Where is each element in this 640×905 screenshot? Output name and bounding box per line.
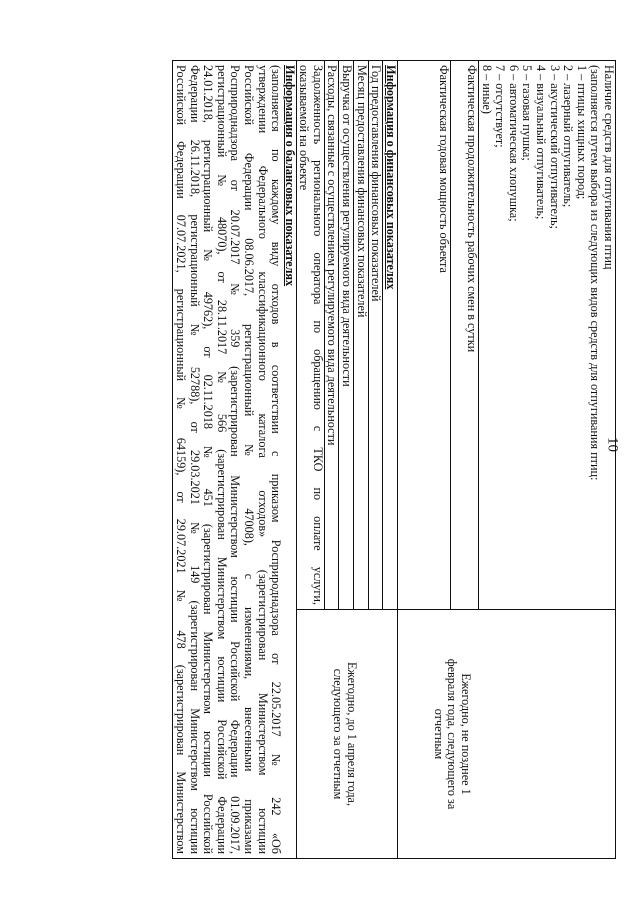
finance-row-label: Год предоставления финансовых показателей [369,65,384,302]
page-number: 10 [604,437,621,452]
capacity-deadline-line: Ежегодно, не позднее 1 [459,673,473,795]
indicators-table [172,60,616,859]
rotated-document-table [77,60,616,854]
finance-deadline-line: Ежегодно, до 1 апреля года, [344,661,359,807]
finance-row-cell [339,61,354,610]
finance-debt-line: оказываемой на объекте [297,65,312,191]
balance-line: Российской Федерации 07.07.2021, регистрационный № 64159), от 29.07.2021 № 478 (зарегистрирован Министерством [173,65,188,854]
balance-line: (заполняется по каждому виду отходов в соответствии с приказом Росприроднадзора от 22.05.2017 № 242 «Об [269,65,284,854]
balance-cell [173,61,296,859]
birds-option: 7 – отсутствует; [493,65,508,148]
balance-line: Российской Федерации 08.06.2017, регистрационный № 47008), с изменениями, внесенными приказами [241,65,256,854]
finance-row-label: Месяц предоставления финансовых показателей [354,65,369,318]
birds-title: Наличие средств для отпугивания птиц [602,65,616,270]
table-row [479,61,616,859]
balance-line: утверждении Федерального классификационного каталога отходов» (зарегистрирован Министерством юстиции [255,65,270,854]
shifts-cell [451,61,479,610]
finance-row-label: Расходы, связанные с осуществлением регулируемого вида деятельности [325,65,340,446]
birds-cell [479,61,616,610]
balance-line: Федерации 26.11.2018, регистрационный № 52788), от 29.03.2021 № 149 (зарегистрирован Министерством юстиции [187,65,202,854]
birds-option: 2 – лазерный отпугиватель; [561,65,576,208]
balance-heading: Информация о балансовых показателях [282,65,297,287]
birds-option: 6 – автоматическая хлопушка; [506,65,521,222]
balance-line: регистрационный № 48070), от 28.11.2017 № 566 (зарегистрирован Министерством юстиции Российской Федерации [214,65,229,854]
capacity-deadline-line: февраля года, следующего за [445,658,460,810]
finance-row-cell [354,61,369,610]
birds-option: 1 – птицы хищных пород; [574,65,589,200]
birds-option: 8 – иные) [479,65,494,114]
finance-debt-cell [296,61,324,610]
finance-heading-cell [383,61,398,610]
birds-option: 3 – акустический отпугиватель; [547,65,562,229]
table-row [383,61,398,859]
table-row [173,61,296,859]
birds-hint: (заполняется путем выбора из следующих видов средств для отпугивания птиц: [588,65,603,481]
birds-option: 4 – визуальный отпугиватель; [534,65,549,220]
capacity-deadline-cell [397,610,615,859]
finance-row-label: Выручка от осуществления регулируемого вида деятельности [340,65,355,387]
capacity-deadline-line: отчетным [431,708,446,760]
birds-option: 5 – газовая пушка; [520,65,535,161]
finance-deadline-cell [296,610,397,859]
balance-line: Росприроднадзора от 20.07.2017 № 359 (зарегистрирован Министерством юстиции Российской Федерации 01.09.2017, [228,65,243,854]
capacity-cell [397,61,451,610]
finance-heading: Информация о финансовых показателях [383,65,398,290]
finance-row-cell [368,61,383,610]
finance-debt-line: Задолженность регионального оператора по обращению с ТКО по оплате услуги, [310,65,325,605]
capacity-label: Фактическая годовая мощность объекта [437,65,452,273]
finance-row-cell [324,61,339,610]
shifts-label: Фактическая продолжительность рабочих смен в сутки [465,65,480,353]
balance-line: 24.01.2018, регистрационный № 49762), от 02.11.2018 № 451 (зарегистрирован Министерством юстиции Российской [201,65,216,854]
finance-deadline-line: следующего за отчетным [331,668,346,800]
